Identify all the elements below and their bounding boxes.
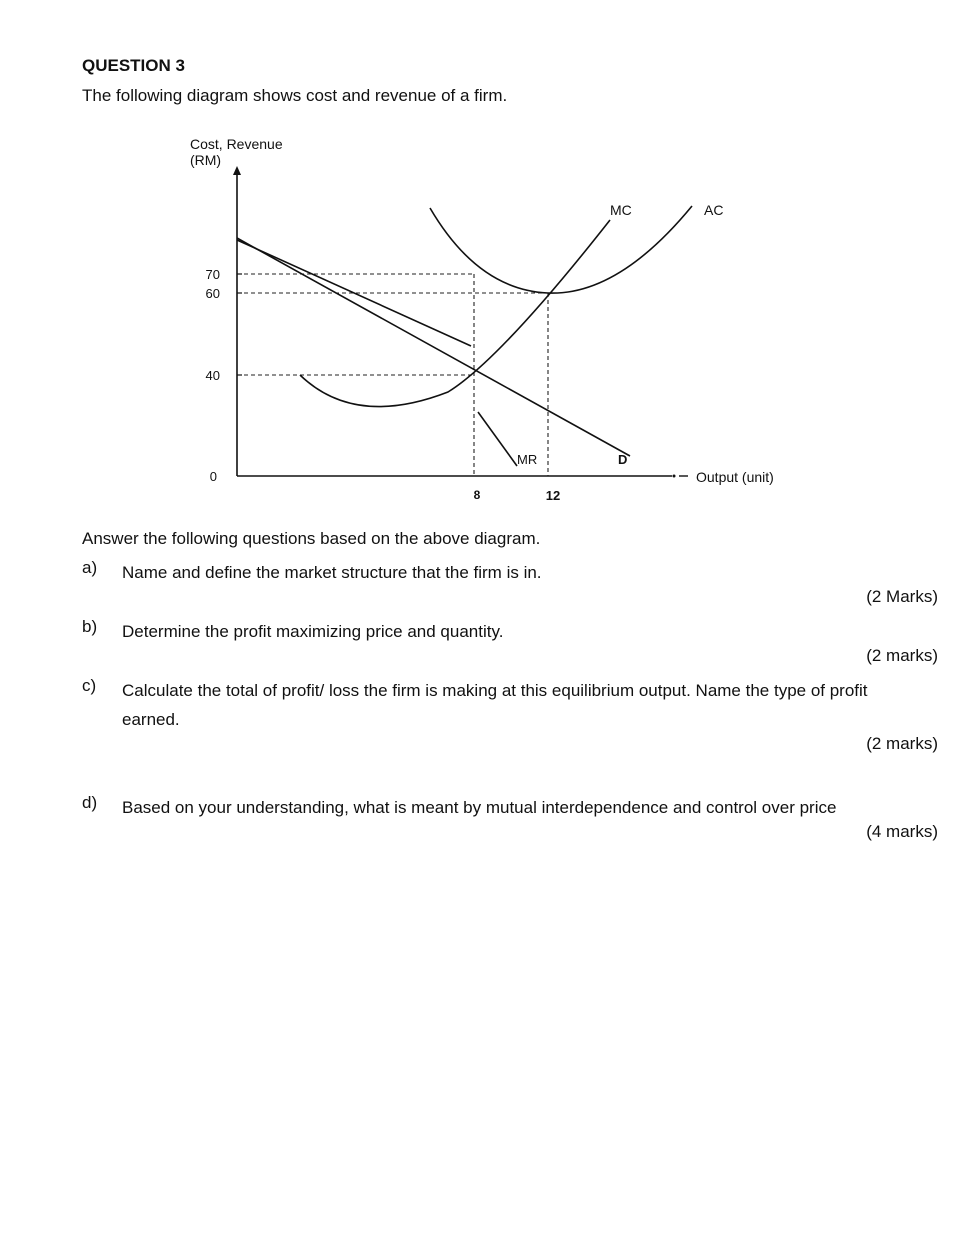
question-d-label: d) xyxy=(82,793,98,812)
y-axis-unit-label: (RM) xyxy=(190,152,222,168)
question-d-text: Based on your understanding, what is meant by mutual interdependence and control over price xyxy=(122,798,837,817)
marginal-revenue-curve-lower xyxy=(478,412,517,466)
question-heading: QUESTION 3 xyxy=(82,56,185,75)
mc-label: MC xyxy=(610,202,632,218)
question-b-label: b) xyxy=(82,617,98,636)
question-c-label: c) xyxy=(82,676,97,695)
y-axis-label: Cost, Revenue xyxy=(190,136,283,152)
question-b-marks: (2 marks) xyxy=(866,646,938,665)
x-axis-end-dot xyxy=(673,475,676,478)
marginal-cost-curve xyxy=(300,220,610,407)
x-tick-label-8: 8 xyxy=(473,488,481,502)
x-tick-label-12: 12 xyxy=(545,488,561,503)
mr-label: MR xyxy=(517,452,538,467)
y-tick-label-70: 70 xyxy=(205,267,220,282)
question-b-text: Determine the profit maximizing price and quantity. xyxy=(122,622,504,641)
question-c-marks: (2 marks) xyxy=(866,734,938,753)
d-label: D xyxy=(618,452,628,467)
question-c-text: Calculate the total of profit/ loss the firm is making at this equilibrium output. Name the type of profit earned. xyxy=(122,681,868,729)
cost-revenue-diagram xyxy=(180,130,820,510)
lead-in-text: Answer the following questions based on the above diagram. xyxy=(82,529,541,548)
y-tick-label-40: 40 xyxy=(205,368,220,383)
y-axis-arrowhead xyxy=(233,166,241,175)
intro-text: The following diagram shows cost and revenue of a firm. xyxy=(82,86,508,105)
question-a-text: Name and define the market structure that the firm is in. xyxy=(122,563,542,582)
x-axis-label: Output (unit) xyxy=(696,469,774,485)
y-tick-label-0: 0 xyxy=(209,469,217,484)
question-d-marks: (4 marks) xyxy=(866,822,938,841)
question-a-marks: (2 Marks) xyxy=(866,587,938,606)
y-tick-label-60: 60 xyxy=(205,286,220,301)
demand-curve xyxy=(237,238,630,456)
ac-label: AC xyxy=(704,202,724,218)
question-a-label: a) xyxy=(82,558,98,577)
